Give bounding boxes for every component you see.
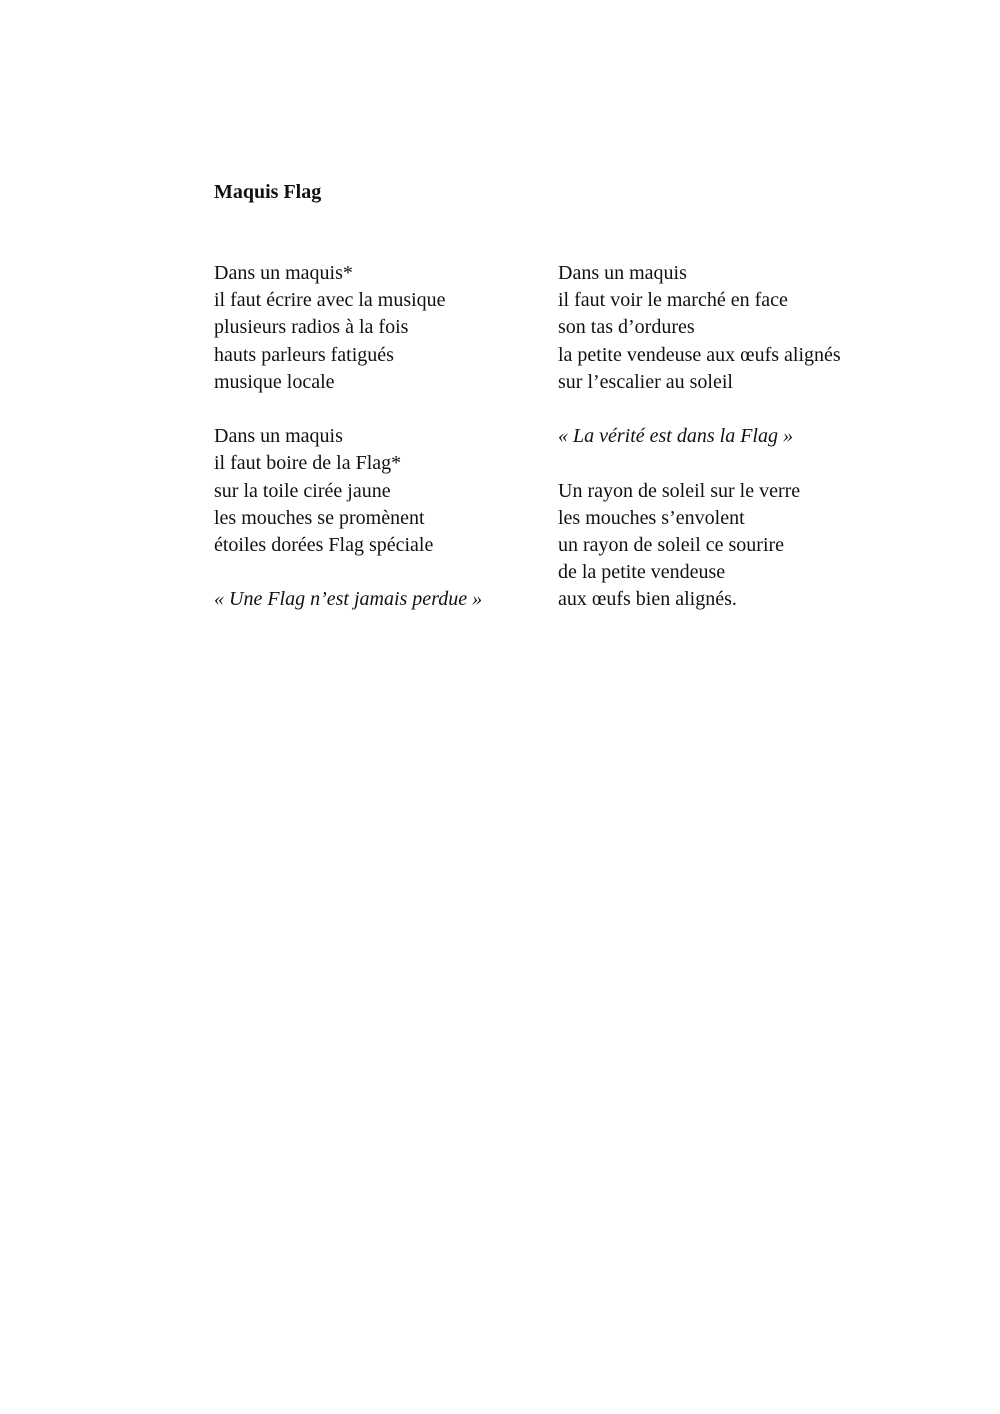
verse-line: hauts parleurs fatigués bbox=[214, 343, 394, 366]
italic-quote: « La vérité est dans la Flag » bbox=[558, 425, 793, 448]
stanza bbox=[214, 586, 534, 613]
verse-line: la petite vendeuse aux œufs alignés bbox=[558, 343, 841, 366]
poem-right-column bbox=[558, 260, 958, 641]
stanza bbox=[558, 478, 958, 614]
verse-line: Dans un maquis* bbox=[214, 262, 353, 284]
poem-title: Maquis Flag bbox=[214, 181, 322, 203]
verse-line: étoiles dorées Flag spéciale bbox=[214, 534, 434, 557]
verse-line: il faut voir le marché en face bbox=[558, 289, 788, 312]
verse-line: sur l’escalier au soleil bbox=[558, 370, 733, 393]
stanza bbox=[214, 260, 534, 396]
stanza bbox=[558, 423, 958, 450]
verse-line: aux œufs bien alignés. bbox=[558, 588, 737, 611]
verse-line: Dans un maquis bbox=[214, 425, 343, 448]
verse-line: Un rayon de soleil sur le verre bbox=[558, 479, 801, 502]
verse-line: un rayon de soleil ce sourire bbox=[558, 534, 785, 556]
verse-line: sur la toile cirée jaune bbox=[214, 479, 391, 502]
verse-line: son tas d’ordures bbox=[558, 316, 695, 339]
verse-line: plusieurs radios à la fois bbox=[214, 316, 409, 339]
poem-left-column bbox=[214, 260, 534, 641]
italic-quote: « Une Flag n’est jamais perdue » bbox=[214, 588, 483, 611]
verse-line: il faut écrire avec la musique bbox=[214, 289, 446, 312]
verse-line: il faut boire de la Flag* bbox=[214, 452, 402, 475]
verse-line: les mouches s’envolent bbox=[558, 506, 745, 529]
verse-line: musique locale bbox=[214, 370, 335, 393]
verse-line: de la petite vendeuse bbox=[558, 561, 726, 584]
verse-line: Dans un maquis bbox=[558, 262, 687, 284]
verse-line: les mouches se promènent bbox=[214, 506, 425, 529]
stanza bbox=[558, 260, 958, 396]
stanza bbox=[214, 423, 534, 559]
